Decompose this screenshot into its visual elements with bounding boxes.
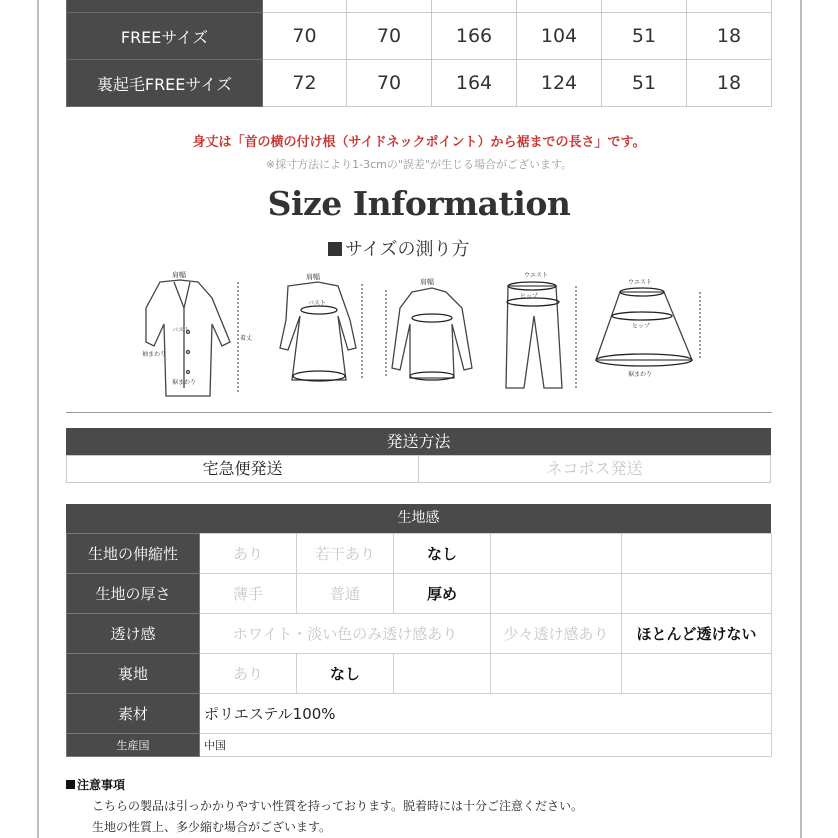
size-cell: 104	[517, 13, 602, 60]
fabric-row-lining	[67, 654, 772, 694]
dress-figure-icon	[280, 282, 362, 381]
measure-error-note: ※採寸方法により1-3cmの"誤差"が生じる場合がございます。	[265, 158, 573, 171]
fabric-row-sheer	[67, 614, 772, 654]
shipping-title: 発送方法	[66, 428, 771, 455]
fabric-option: あり	[200, 654, 297, 694]
origin-value: 中国	[200, 734, 772, 757]
material-value: ポリエステル100%	[200, 694, 772, 734]
fabric-option: 若干あり	[297, 534, 394, 574]
size-cell: 70	[347, 13, 432, 60]
fabric-row-label: 生地の厚さ	[67, 574, 200, 614]
fabric-row-label: 生地の伸縮性	[67, 534, 200, 574]
fabric-row-stretch	[67, 534, 772, 574]
fabric-title: 生地感	[66, 504, 771, 533]
pants-figure-icon	[506, 282, 576, 388]
size-cell: 70	[347, 60, 432, 107]
hip-label: ヒップ	[632, 323, 650, 330]
size-row-label: 裏起毛FREEサイズ	[67, 60, 263, 107]
waist-label: ウエスト	[628, 279, 653, 286]
size-cell: 51	[602, 60, 687, 107]
shipping-options	[66, 455, 771, 483]
size-row-free	[67, 13, 772, 60]
fabric-section	[66, 504, 771, 757]
shoulder-label: 肩幅	[172, 271, 186, 279]
fabric-row-material	[67, 694, 772, 734]
fabric-option-selected: ほとんど透けない	[622, 614, 772, 654]
shoulder-label: 肩幅	[306, 273, 320, 281]
fabric-option-selected: なし	[297, 654, 394, 694]
section-divider	[66, 412, 772, 413]
hem-label: 裾まわり	[172, 379, 197, 386]
measurement-figures	[120, 268, 720, 403]
shoulder-label: 肩幅	[420, 278, 434, 286]
size-cell: 164	[432, 60, 517, 107]
size-cell: 51	[602, 13, 687, 60]
size-table	[66, 0, 772, 107]
fabric-option: 普通	[297, 574, 394, 614]
hem-label: 裾まわり	[628, 371, 653, 378]
page-frame-left	[37, 0, 39, 838]
caution-line: こちらの製品は引っかかりやすい性質を持っております。脱着時には十分ご注意ください。	[92, 799, 584, 813]
fabric-row-label: 透け感	[67, 614, 200, 654]
shipping-section	[66, 428, 771, 483]
size-cell: 166	[432, 13, 517, 60]
fabric-option: 薄手	[200, 574, 297, 614]
fabric-row-thickness	[67, 574, 772, 614]
fabric-row-origin	[67, 734, 772, 757]
fabric-option: あり	[200, 534, 297, 574]
fabric-row-label: 素材	[67, 694, 200, 734]
length-note: 身丈は「首の横の付け根（サイドネックポイント）から裾までの長さ」です。	[192, 135, 646, 150]
fabric-row-label: 生産国	[67, 734, 200, 757]
fabric-row-label: 裏地	[67, 654, 200, 694]
fabric-option-selected: なし	[394, 534, 491, 574]
size-cell: 124	[517, 60, 602, 107]
fabric-table	[66, 533, 772, 757]
hip-label: ヒップ	[520, 293, 538, 300]
square-bullet-icon	[66, 780, 75, 789]
size-cell: 18	[687, 60, 772, 107]
fabric-option: 少々透け感あり	[491, 614, 622, 654]
sleeve-hem-label: 袖まわり	[142, 351, 167, 358]
size-cell: 70	[263, 13, 347, 60]
sweater-figure-icon	[386, 288, 472, 380]
square-bullet-icon	[328, 242, 342, 256]
shipping-option-nekopos: ネコポス発送	[418, 456, 770, 482]
length-label: 着丈	[240, 335, 253, 342]
caution-line: 生地の性質上、多少縮む場合がございます。	[92, 820, 332, 834]
size-table-header-row	[67, 0, 772, 13]
size-information-title: Size Information	[267, 184, 571, 223]
page-frame-right	[800, 0, 802, 838]
shipping-option-takkyubin: 宅急便発送	[202, 459, 283, 478]
caution-title: 注意事項	[66, 776, 125, 793]
size-cell: 18	[687, 13, 772, 60]
fabric-option: ホワイト・淡い色のみ透け感あり	[200, 614, 491, 654]
waist-label: ウエスト	[524, 272, 549, 279]
measure-subtitle: サイズの測り方	[328, 235, 470, 261]
size-row-label: FREEサイズ	[67, 13, 263, 60]
fabric-option-selected: 厚め	[394, 574, 491, 614]
bust-label: バスト	[172, 327, 191, 334]
size-row-fleece-free	[67, 60, 772, 107]
bust-label: バスト	[308, 300, 327, 307]
size-cell: 72	[263, 60, 347, 107]
